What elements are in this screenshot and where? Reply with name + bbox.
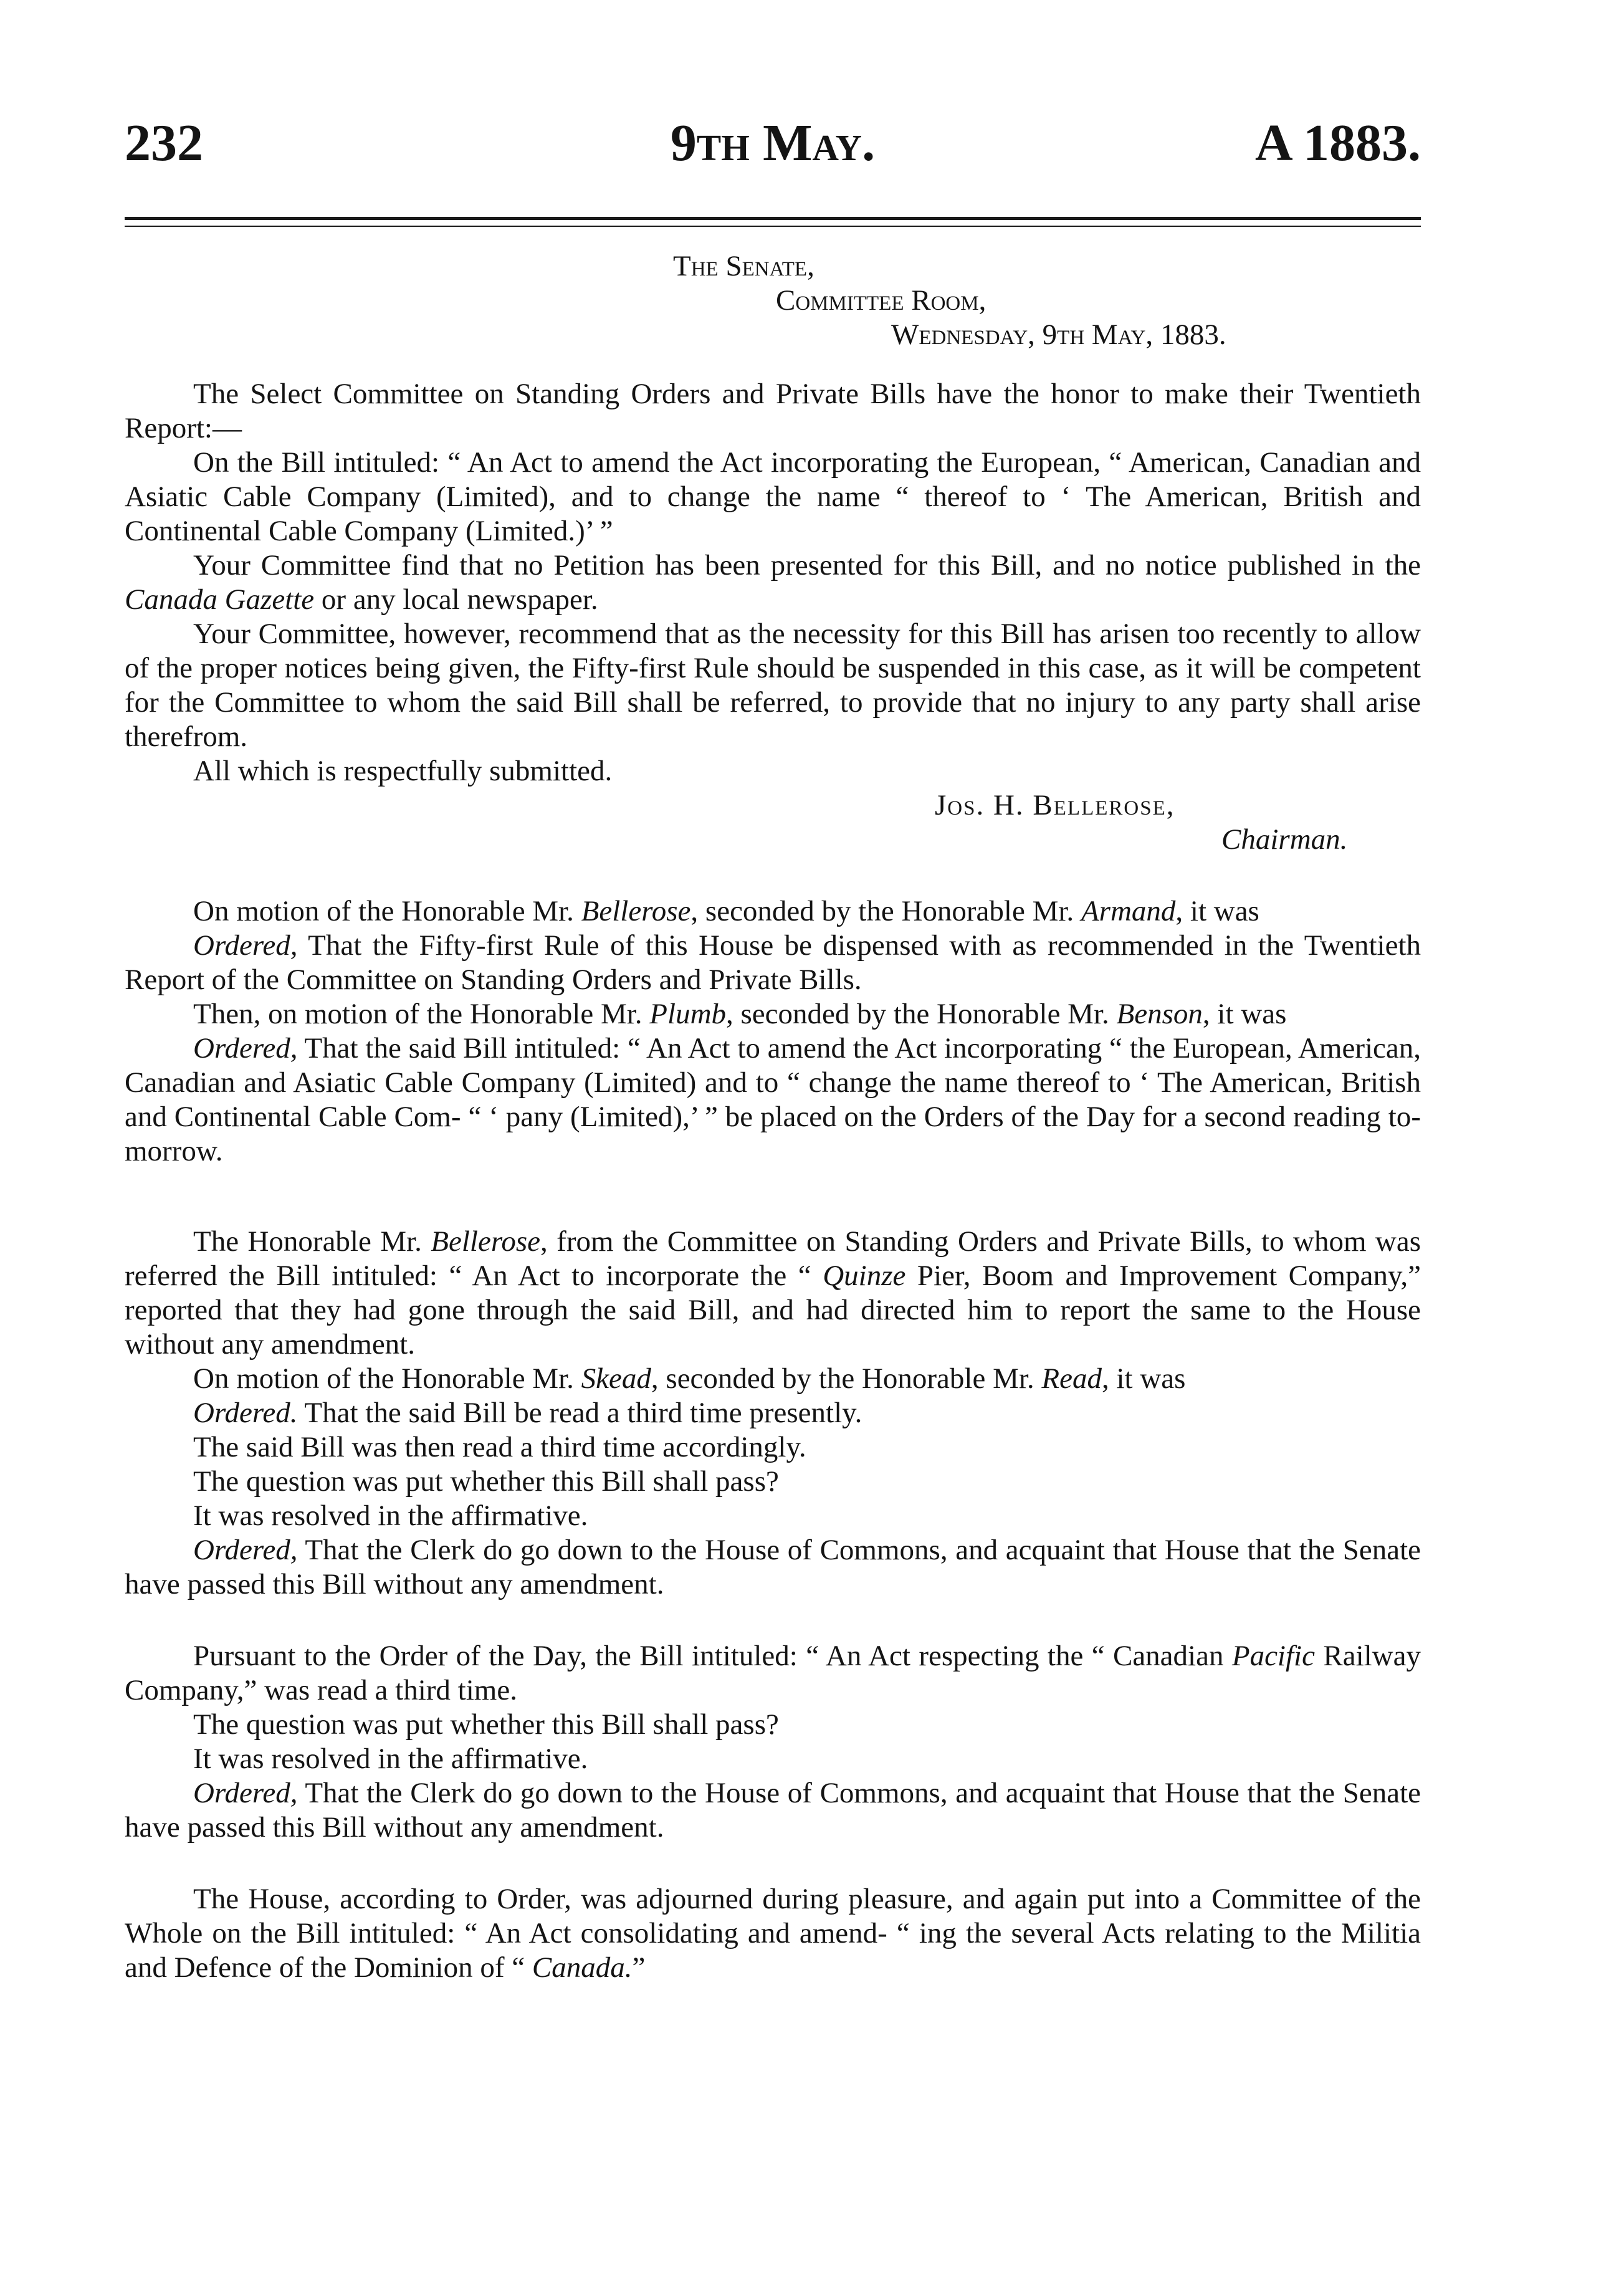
quinze-bill-report: The Honorable Mr. Bellerose, from the Committee on Standing Orders and Private Bills, to whom was referred the Bill intituled: “ An Act to incorporate the “ Quinze Pier, Boom and Improvement Company,” reported that they had gone through the said Bill, and had directed him to report the same to the House without any amendment. — [125, 1225, 1421, 1361]
motion-bellerose-armand: On motion of the Honorable Mr. Bellerose, seconded by the Honorable Mr. Armand, it was — [193, 895, 1259, 927]
header-year: A 1883. — [1254, 114, 1421, 172]
motion-skead-read: On motion of the Honorable Mr. Skead, seconded by the Honorable Mr. Read, it was — [193, 1362, 1186, 1395]
page-body — [125, 249, 1421, 1985]
resolved-affirmative-2: It was resolved in the affirmative. — [193, 1743, 588, 1775]
header-rule-thick — [125, 217, 1421, 220]
pacific-railway-bill: Pursuant to the Order of the Day, the Bill intituled: “ An Act respecting the “ Canadian Pacific Railway Company,” was read a third time. — [125, 1640, 1421, 1706]
question-put-2: The question was put whether this Bill shall pass? — [193, 1708, 779, 1741]
header-date: 9th May. — [670, 114, 876, 172]
resolved-affirmative-1: It was resolved in the affirmative. — [193, 1500, 588, 1532]
motion-plumb-benson: Then, on motion of the Honorable Mr. Plumb, seconded by the Honorable Mr. Benson, it was — [193, 998, 1287, 1030]
ordered-clerk-commons-1: Ordered, That the Clerk do go down to the House of Commons, and acquaint that House that the Senate have passed this Bill without any amendment. — [125, 1534, 1421, 1600]
question-put-1: The question was put whether this Bill shall pass? — [193, 1465, 779, 1498]
header-rule-thin — [125, 226, 1421, 227]
page-number: 232 — [125, 114, 203, 172]
report-intro: The Select Committee on Standing Orders and Private Bills have the honor to make their Twentieth Report:— — [125, 378, 1421, 444]
report-date-line: Wednesday, 9th May, 1883. — [891, 318, 1226, 351]
bill-read-third-time: The said Bill was then read a third time accordingly. — [193, 1431, 806, 1463]
signature-name: Jos. H. Bellerose, — [935, 789, 1175, 821]
ordered-dispense-rule: Ordered, That the Fifty-first Rule of this House be dispensed with as recommended in the Twentieth Report of the Committee on Standing Orders and Private Bills. — [125, 929, 1421, 996]
ordered-second-reading: Ordered, That the said Bill intituled: “ An Act to amend the Act incorporating “ the European, American, Canadian and Asiatic Cable Company (Limited) and to “ change the name thereof to ‘ The American, British and Continental Cable Com- “ ‘ pany (Limited),’ ” be placed on the Orders of the Day for a second reading to-morrow. — [125, 1032, 1421, 1167]
ordered-clerk-commons-2: Ordered, That the Clerk do go down to the House of Commons, and acquaint that House that the Senate have passed this Bill without any amendment. — [125, 1777, 1421, 1844]
report-address-line2: Committee Room, — [776, 284, 986, 317]
militia-bill-committee: The House, according to Order, was adjourned during pleasure, and again put into a Committee of the Whole on the Bill intituled: “ An Act consolidating and amend- “ ing the several Acts relating to the Militia and Defence of the Dominion of “ Canada.” — [125, 1883, 1421, 1984]
report-recommendation: Your Committee, however, recommend that as the necessity for this Bill has arisen too recently to allow of the proper notices being given, the Fifty-first Rule should be suspended in this case, as it will be competent for the Committee to whom the said Bill shall be referred, to provide that no injury to any party shall arise therefrom. — [125, 618, 1421, 753]
report-petition-paragraph: Your Committee find that no Petition has been presented for this Bill, and no notice published in the Canada Gazette or any local newspaper. — [125, 549, 1421, 616]
ordered-third-reading: Ordered. That the said Bill be read a third time presently. — [193, 1397, 862, 1429]
signature-title: Chairman. — [1221, 823, 1348, 856]
report-submitted: All which is respectfully submitted. — [193, 755, 613, 787]
page-header — [125, 109, 1421, 190]
report-address-line1: The Senate, — [673, 250, 814, 282]
report-bill-title: On the Bill intituled: “ An Act to amend the Act incorporating the European, “ American, Canadian and Asiatic Cable Company (Limited), and to change the name “ thereof to ‘ The American, British and Continental Cable Company (Limited.)’ ” — [125, 446, 1421, 547]
